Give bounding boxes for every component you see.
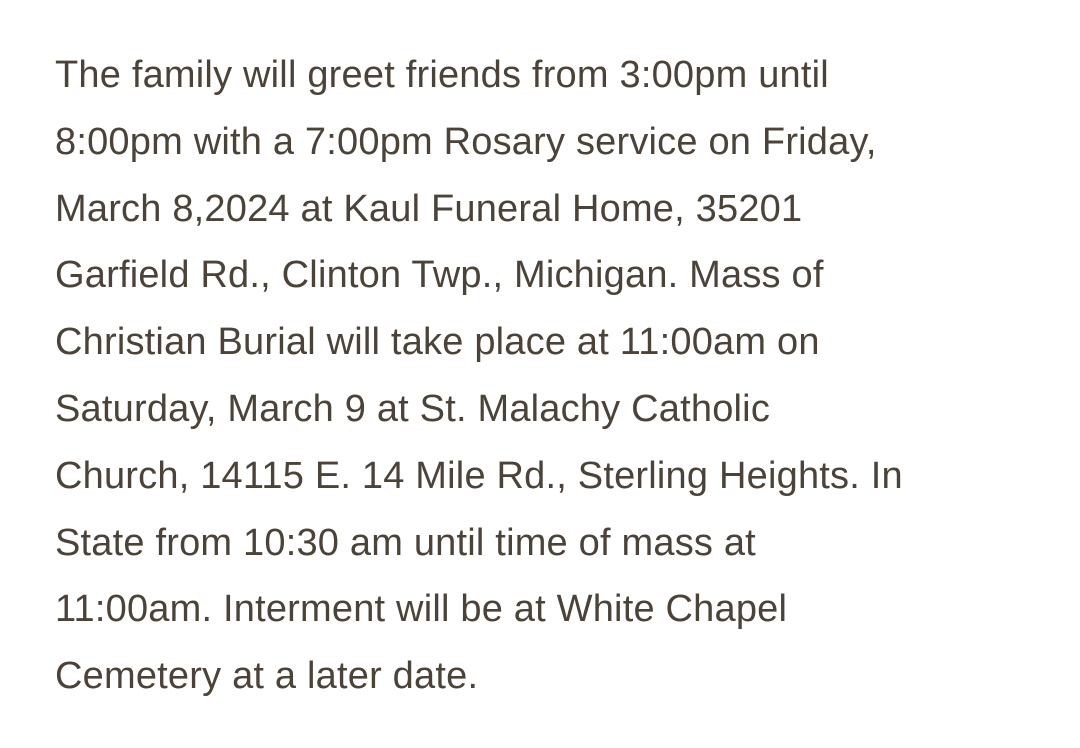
text-line: 11:00am. Interment will be at White Chapel	[55, 588, 788, 631]
text-line: The family will greet friends from 3:00pm until	[55, 54, 829, 96]
text-line: Christian Burial will take place at 11:00am on	[55, 321, 820, 364]
text-line: Saturday, March 9 at St. Malachy Catholic	[55, 387, 771, 430]
text-line: March 8,2024 at Kaul Funeral Home, 35201	[55, 187, 803, 230]
text-line: Church, 14115 E. 14 Mile Rd., Sterling Heights. In	[55, 454, 903, 497]
text-line: Cemetery at a later date.	[55, 655, 479, 698]
text-line: State from 10:30 am until time of mass at	[55, 521, 756, 564]
text-line: Garfield Rd., Clinton Twp., Michigan. Mass of	[55, 254, 824, 297]
text-line: 8:00pm with a 7:00pm Rosary service on Friday,	[55, 120, 877, 163]
